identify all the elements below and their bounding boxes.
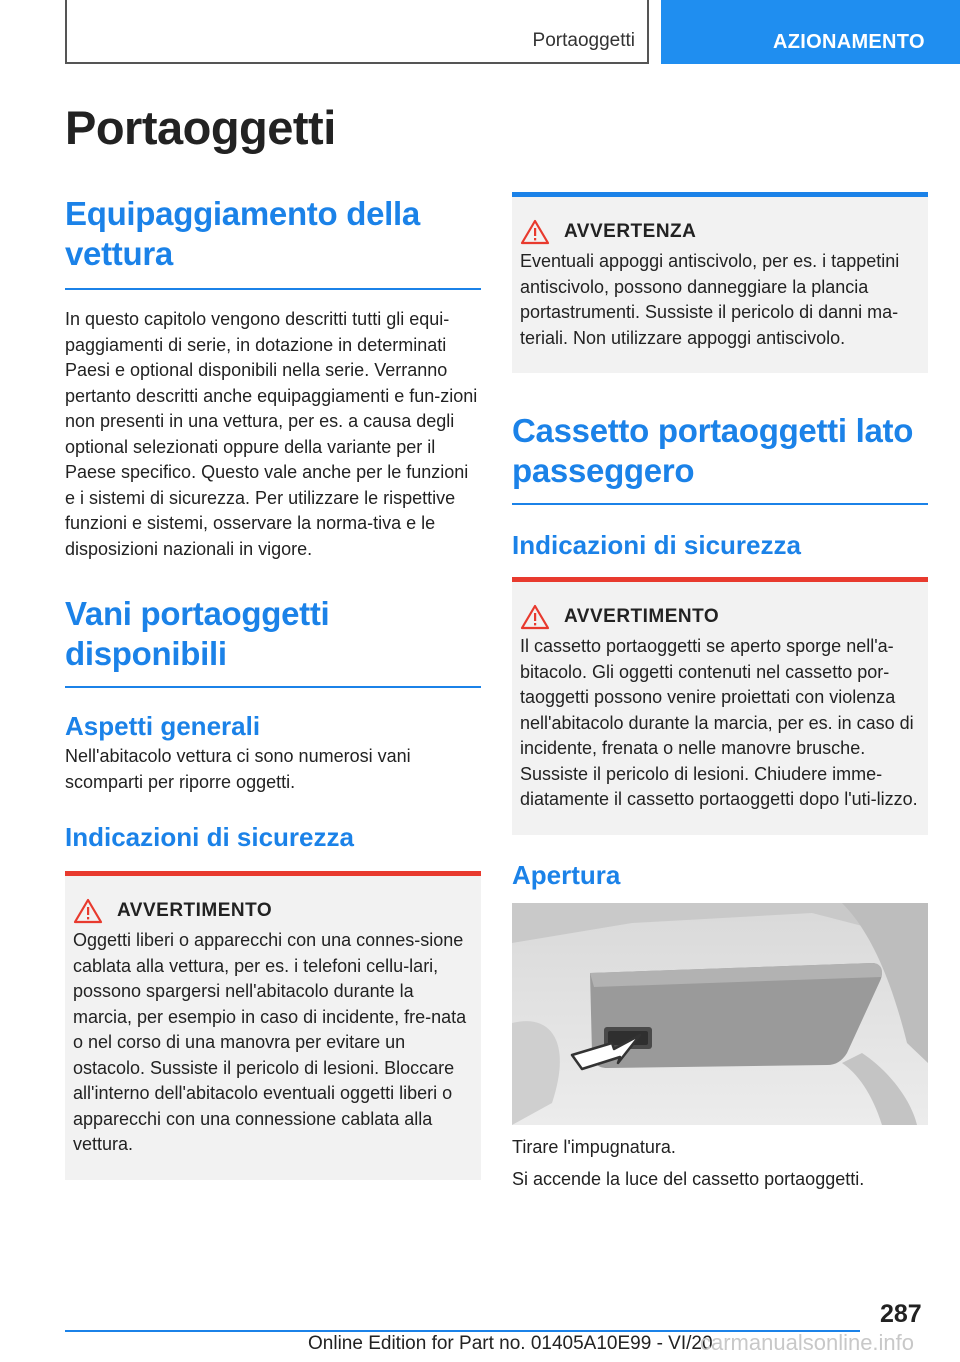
glovebox-heading: Cassetto portaoggetti lato passeggero [512, 412, 914, 489]
warning-box [65, 871, 481, 1180]
warning-triangle-icon [73, 898, 103, 924]
warning-box [512, 577, 928, 835]
safety-heading: Indicazioni di sicurezza [512, 530, 801, 560]
safety-heading: Indicazioni di sicurezza [65, 822, 354, 852]
header-box [65, 0, 649, 64]
warning-triangle-icon [520, 219, 550, 245]
opening-heading: Apertura [512, 859, 621, 890]
footer-watermark: carmanualsonline.info [700, 1330, 915, 1355]
warning-triangle-icon [520, 604, 550, 630]
heading-rule [65, 288, 481, 290]
footer-edition: Online Edition for Part no. 01405A10E99 - VI/20 [308, 1333, 713, 1354]
caution-text: Eventuali appoggi antiscivolo, per es. i tappetini antiscivolo, possono danneggiare la plancia portastrumenti. Sussiste il pericolo di danni ma-teriali. Non utilizzare appoggi antiscivolo. [520, 251, 900, 348]
glovebox-photo [512, 903, 928, 1125]
header-chapter-tab [661, 0, 960, 64]
general-heading: Aspetti generali [65, 711, 261, 741]
heading-rule [65, 686, 481, 688]
caution-box [512, 192, 928, 373]
header-section-title: Portaoggetti [532, 30, 635, 51]
right-column [512, 192, 928, 1193]
header-chapter-label: AZIONAMENTO [773, 31, 925, 53]
step-light-on: Si accende la luce del cassetto portaoggetti. [512, 1169, 865, 1189]
page-title: Portaoggetti [65, 101, 336, 154]
warning-title: AVVERTIMENTO [564, 606, 720, 627]
equipment-heading: Equipaggiamento della vettura [65, 195, 420, 272]
step-pull-handle: Tirare l'impugnatura. [512, 1136, 676, 1157]
warning-text: Oggetti liberi o apparecchi con una connes-sione cablata alla vettura, per es. i telefoni cellu-lari, possono spargersi nell'abitacolo durante la marcia, per esempio in caso di incidente, fre-nata o nel corso di una manovra per evitare un ostacolo. Sussiste il pericolo di lesioni. Bloccare all'interno dell'abitacolo eventuali oggetti liberi o apparecchi con una connessione cablata alla vettura. [73, 930, 467, 1154]
heading-rule [512, 503, 928, 505]
equipment-body: In questo capitolo vengono descritti tutti gli equi-paggiamenti di serie, in dotazione in determinati Paesi e optional disponibili nella serie. Verranno pertanto descritti anche equipaggiamenti e fun-zioni non presenti in una vettura, per es. a causa degli optional selezionati oppure della variante per il Paese specifico. Questo vale anche per le funzioni e i sistemi di sicurezza. Per utilizzare le rispettive funzioni e sistemi, osservare la norma-tiva e le disposizioni nazionali in vigore. [65, 309, 478, 559]
warning-text: Il cassetto portaoggetti se aperto sporge nell'a-bitacolo. Gli oggetti contenuti nel cassetto por-taoggetti possono venire proiettati con violenza nell'abitacolo durante la marcia, per es. in caso di incidente, frenata o nelle manovre brusche. Sussiste il pericolo di lesioni. Chiudere imme-diatamente il cassetto portaoggetti dopo l'uti-lizzo. [520, 636, 918, 809]
general-body: Nell'abitacolo vettura ci sono numerosi vani scomparti per riporre oggetti. [65, 746, 411, 792]
left-column [65, 192, 481, 1180]
caution-title: AVVERTENZA [564, 221, 697, 242]
warning-title: AVVERTIMENTO [117, 900, 273, 921]
page-number: 287 [880, 1300, 922, 1328]
storage-heading: Vani portaoggetti disponibili [65, 595, 330, 672]
